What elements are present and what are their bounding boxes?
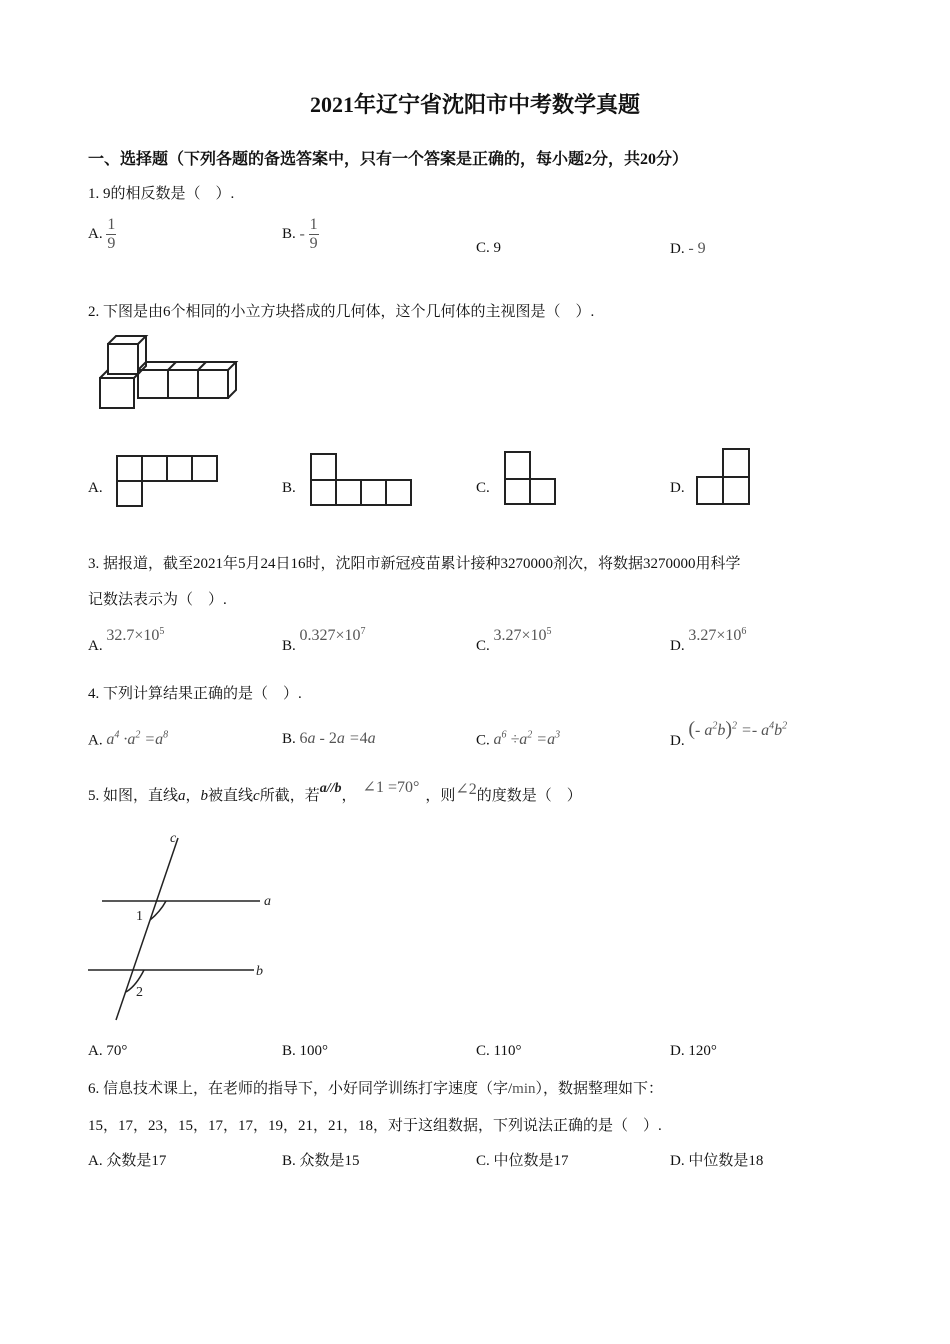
q1-option-c: C. 9 <box>476 240 502 256</box>
q2-option-d: D. <box>670 480 685 496</box>
q4-option-d <box>670 718 788 749</box>
q6-option-c: C. 中位数是17 <box>476 1153 569 1169</box>
q4-option-a <box>88 730 168 749</box>
q5-option-d: D. 120° <box>670 1043 717 1059</box>
line-a-label: a <box>178 788 186 804</box>
cube-solid-figure <box>96 334 256 414</box>
option-label: C. <box>476 732 490 749</box>
q2-view-b <box>310 453 414 509</box>
option-label: A. <box>88 732 103 749</box>
numerator: 1 <box>309 216 318 233</box>
line-c-text: c <box>170 831 177 846</box>
q5-option-c: C. 110° <box>476 1043 522 1059</box>
question-3-stem-line1: 3. 据报道，截至2021年5月24日16时，沈阳市新冠疫苗累计接种3270000剂次，将数据3270000用科学 <box>88 556 741 572</box>
page-title: 2021年辽宁省沈阳市中考数学真题 <box>309 92 640 117</box>
q6-option-a: A. 众数是17 <box>88 1153 167 1169</box>
option-label: D. <box>670 241 685 257</box>
option-label: B. <box>282 731 296 747</box>
stem-text: ， <box>341 788 357 804</box>
exponent: 5 <box>546 626 552 637</box>
denominator: 9 <box>107 235 116 252</box>
stem-text: ，则 <box>425 788 456 804</box>
q3-option-d <box>670 626 747 654</box>
question-5-stem <box>88 779 582 805</box>
q3-option-c <box>476 626 552 654</box>
question-2-stem: 2. 下图是由6个相同的小立方块搭成的几何体，这个几何体的主视图是（ ）. <box>88 304 595 320</box>
stem-text: 被直线 <box>208 788 254 804</box>
line-b-label: b <box>200 788 209 804</box>
fraction <box>309 216 319 253</box>
question-4-stem: 4. 下列计算结果正确的是（ ）. <box>88 686 302 702</box>
q1-option-d <box>670 240 706 258</box>
stem-text: ， <box>185 788 201 804</box>
unit-min: min <box>512 1081 536 1097</box>
angle-1-label: 1 <box>136 909 143 924</box>
exponent: 7 <box>360 626 366 637</box>
denominator: 9 <box>309 235 318 252</box>
q1-option-b <box>282 216 319 253</box>
math-expression: 6a - 2a =4a <box>299 730 376 747</box>
stem-text: 的度数是（ ） <box>476 788 582 804</box>
exponent: 6 <box>741 626 747 637</box>
option-value: - 9 <box>688 240 706 257</box>
q6-option-b: B. 众数是15 <box>282 1153 360 1169</box>
line-a-text: a <box>264 894 271 909</box>
question-6-stem-line1 <box>88 1077 663 1098</box>
q4-option-c <box>476 730 560 749</box>
q5-option-b: B. 100° <box>282 1043 329 1059</box>
math-expression: $a^6 \div a^2 =a^3$ <box>493 730 561 749</box>
exponent: 5 <box>159 626 165 637</box>
stem-text: 6. 信息技术课上，在老师的指导下，小好同学训练打字速度（字/ <box>88 1081 513 1097</box>
option-label: B. <box>282 226 296 242</box>
stem-text: 5. 如图，直线 <box>88 788 179 804</box>
q5-option-a: A. 70° <box>88 1043 128 1059</box>
option-label: A. <box>88 638 103 654</box>
angle-2-symbol: ∠2 <box>455 781 477 798</box>
q3-option-a <box>88 626 165 654</box>
angle-2-label: 2 <box>136 985 143 1000</box>
math-expression: $a^4 \cdot a^2 =a^8$ <box>106 730 169 749</box>
option-label: C. <box>476 638 490 654</box>
option-value: 3.27×10 <box>688 627 742 644</box>
q2-view-c <box>504 451 560 507</box>
numerator: 1 <box>107 216 116 233</box>
q2-option-b: B. <box>282 480 296 496</box>
question-1-stem: 1. 9的相反数是（ ）. <box>88 186 235 202</box>
fraction <box>106 216 116 253</box>
stem-text: 所截，若 <box>259 788 320 804</box>
question-6-stem-line2: 15，17，23，15，17，17，19，21，21，18，对于这组数据，下列说法正确的是（ ）. <box>88 1118 662 1134</box>
q3-option-b <box>282 626 366 654</box>
option-value: 3.27×10 <box>493 627 547 644</box>
math-expression: (- $a^2b)^2 =- a^4b^2$ <box>688 718 788 740</box>
q2-option-a: A. <box>88 480 103 496</box>
q2-option-c: C. <box>476 480 490 496</box>
q6-option-d: D. 中位数是18 <box>670 1153 764 1169</box>
option-label: D. <box>670 733 685 749</box>
q2-view-d <box>696 448 754 508</box>
parallel-condition: a//b <box>319 781 342 796</box>
line-b-text: b <box>256 964 263 979</box>
q2-view-a <box>116 455 220 511</box>
section-heading: 一、选择题（下列各题的备选答案中，只有一个答案是正确的，每小题2分，共20分） <box>88 151 689 168</box>
minus-sign: - <box>299 225 305 243</box>
option-label: B. <box>282 638 296 654</box>
option-label: D. <box>670 638 685 654</box>
angle-condition: ∠1 =70° <box>362 779 420 796</box>
q1-option-a <box>88 216 116 253</box>
line-c-label: c <box>253 788 260 804</box>
stem-text: ），数据整理如下： <box>535 1081 664 1097</box>
option-label: A. <box>88 226 103 242</box>
q4-option-b <box>282 730 376 748</box>
option-value: 32.7×10 <box>106 627 160 644</box>
question-3-stem-line2: 记数法表示为（ ）. <box>88 592 227 608</box>
option-value: 0.327×10 <box>299 627 361 644</box>
parallel-lines-figure <box>84 828 284 1024</box>
